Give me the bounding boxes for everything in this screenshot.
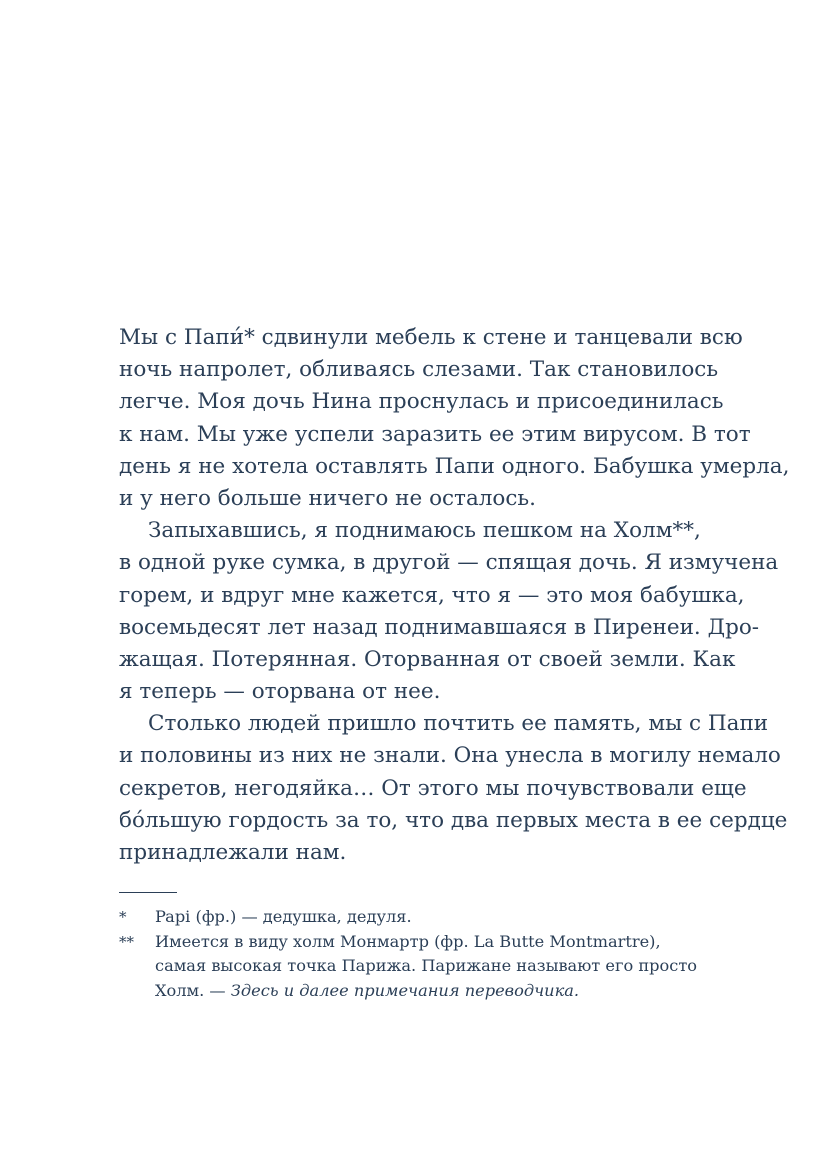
footnote-marker: ** <box>119 932 134 951</box>
main-text <box>119 322 790 869</box>
text-line: и у него больше ничего не осталось. <box>119 485 536 511</box>
footnote-line-last <box>155 979 685 1004</box>
footnote-1 <box>119 905 685 930</box>
text-line: Мы с Папи́* сдвинули мебель к стене и танцевали всю <box>119 325 743 350</box>
footnotes <box>119 905 698 1003</box>
text-line: горем, и вдруг мне кажется, что я — это моя бабушка, <box>119 582 745 608</box>
text-line: Запыхавшись, я поднимаюсь пешком на Холм**, <box>148 518 701 544</box>
text-line: принадлежали нам. <box>119 840 347 865</box>
text-line: день я не хотела оставлять Папи одного. Бабушка умерла, <box>119 453 790 479</box>
text-line: секретов, негодяйка… От этого мы почувствовали еще <box>119 775 747 801</box>
footnote-2 <box>119 930 698 1004</box>
footnote-divider <box>119 892 177 893</box>
text-line: в одной руке сумка, в другой — спящая дочь. Я измучена <box>119 550 779 576</box>
footnote-line: Papi (фр.) — дедушка, дедуля. <box>155 907 412 926</box>
text-line: я теперь — оторвана от нее. <box>119 679 441 705</box>
translator-note: Здесь и далее примечания переводчика. <box>230 980 580 1000</box>
text-line: Столько людей пришло почтить ее память, мы с Папи <box>148 711 769 737</box>
text-line: и половины из них не знали. Она унесла в могилу немало <box>119 743 781 769</box>
paragraph-2 <box>119 515 779 708</box>
text-line: жащая. Потерянная. Оторванная от своей земли. Как <box>119 646 736 672</box>
text-line: восемьдесят лет назад поднимавшаяся в Пиренеи. Дро- <box>119 614 760 640</box>
text-line: ночь напролет, обливаясь слезами. Так становилось <box>119 357 719 383</box>
footnote-text: Холм. — <box>155 980 231 1000</box>
paragraph-1 <box>119 322 790 515</box>
text-line: к нам. Мы уже успели заразить ее этим вирусом. В тот <box>119 421 751 447</box>
text-line: бóльшую гордость за то, что два первых места в ее сердце <box>119 807 788 833</box>
footnote-line: Имеется в виду холм Монмартр (фр. La Butte Montmartre), <box>155 931 661 951</box>
footnote-line: самая высокая точка Парижа. Парижане называют его просто <box>155 956 698 975</box>
paragraph-3 <box>119 708 788 869</box>
text-line: легче. Моя дочь Нина проснулась и присоединилась <box>119 389 724 415</box>
footnote-marker: * <box>119 908 127 926</box>
